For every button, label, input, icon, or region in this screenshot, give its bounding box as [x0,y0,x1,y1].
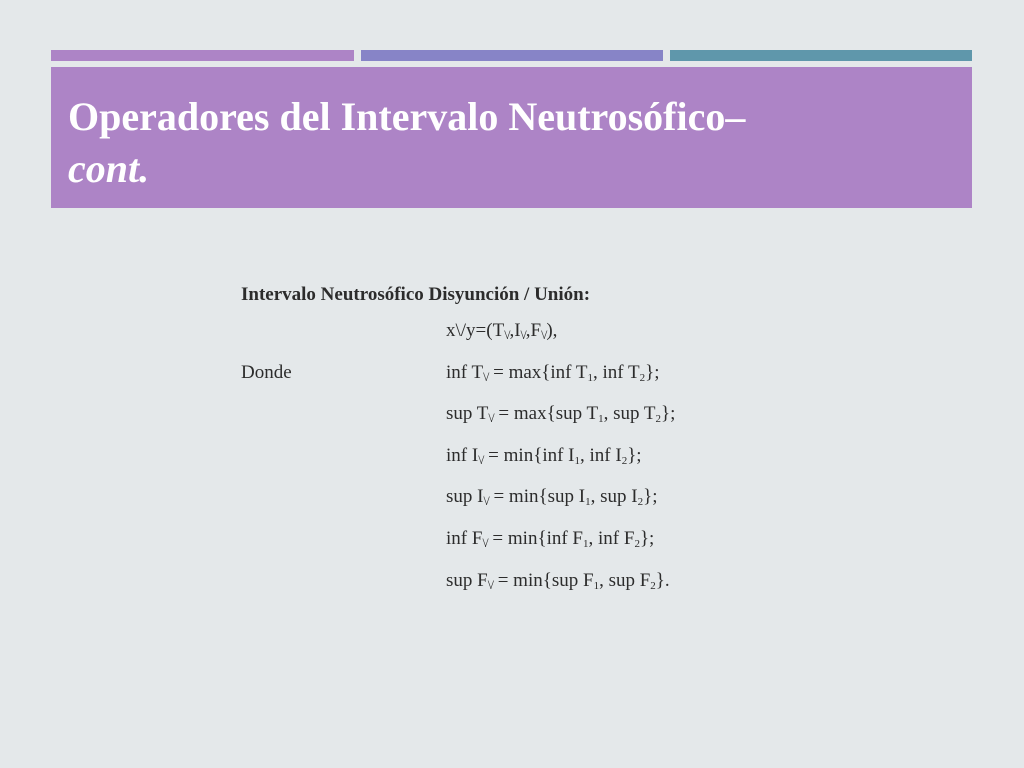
accent-band-teal [670,50,972,61]
index-subscript: 2 [655,413,662,426]
or-operator-subscript: \/ [478,451,484,467]
or-operator-subscript: \/ [483,368,489,384]
formula-row [241,518,655,560]
or-operator-subscript: \/ [504,327,510,342]
index-subscript: 2 [650,579,656,592]
slide-title-main: Operadores del Intervalo Neutrosófico– [68,94,746,139]
index-subscript: 1 [585,496,591,509]
formula-row [241,310,590,352]
section-heading: Intervalo Neutrosófico Disyunción / Unión: [241,284,591,305]
or-operator-subscript: \/ [487,576,493,592]
or-operator-subscript: \/ [483,493,489,509]
formula-text: sup T\/ = max{sup $T_1$, sup $T_2$}; [446,403,676,426]
index-subscript: 2 [637,496,644,509]
formula-row [241,476,658,518]
slide-title [68,91,745,195]
or-operator-subscript: \/ [520,327,526,342]
title-bar [51,67,972,208]
donde-label: Donde [241,361,292,383]
index-subscript: 1 [593,579,600,592]
formula-row [241,393,676,435]
or-operator-subscript: \/ [482,534,488,550]
slide-content [241,280,676,601]
index-subscript: 1 [587,371,594,384]
or-operator-subscript: \/ [488,410,494,426]
index-subscript: 2 [634,537,640,550]
index-subscript: 2 [621,454,628,467]
slide-title-italic: cont. [68,146,150,191]
formula-text: inf T\/ = max{inf $T_1$, inf $T_2$}; [446,361,660,384]
accent-band-violet [361,50,663,61]
index-subscript: 1 [574,454,580,467]
formula-text: sup F\/ = min{sup $F_1$, sup $F_2$}. [446,569,670,592]
formula-text: inf F\/ = min{inf $F_1$, inf $F_2$}; [446,527,655,550]
index-subscript: 2 [639,371,646,384]
index-subscript: 1 [598,413,604,426]
or-operator-subscript: \/ [541,327,547,342]
formula-text: inf I\/ = min{inf $I_1$, inf $I_2$}; [446,444,642,467]
index-subscript: 1 [583,537,589,550]
formula-row [241,352,660,394]
formula-row [241,560,670,602]
formula-row [241,435,642,477]
accent-band-purple [51,50,354,61]
formula-text: x\/y=(T\/,I\/,F\/), [446,320,558,342]
formula-text: sup I\/ = min{sup $I_1$, sup $I_2$}; [446,486,658,509]
formula-list [241,310,676,601]
